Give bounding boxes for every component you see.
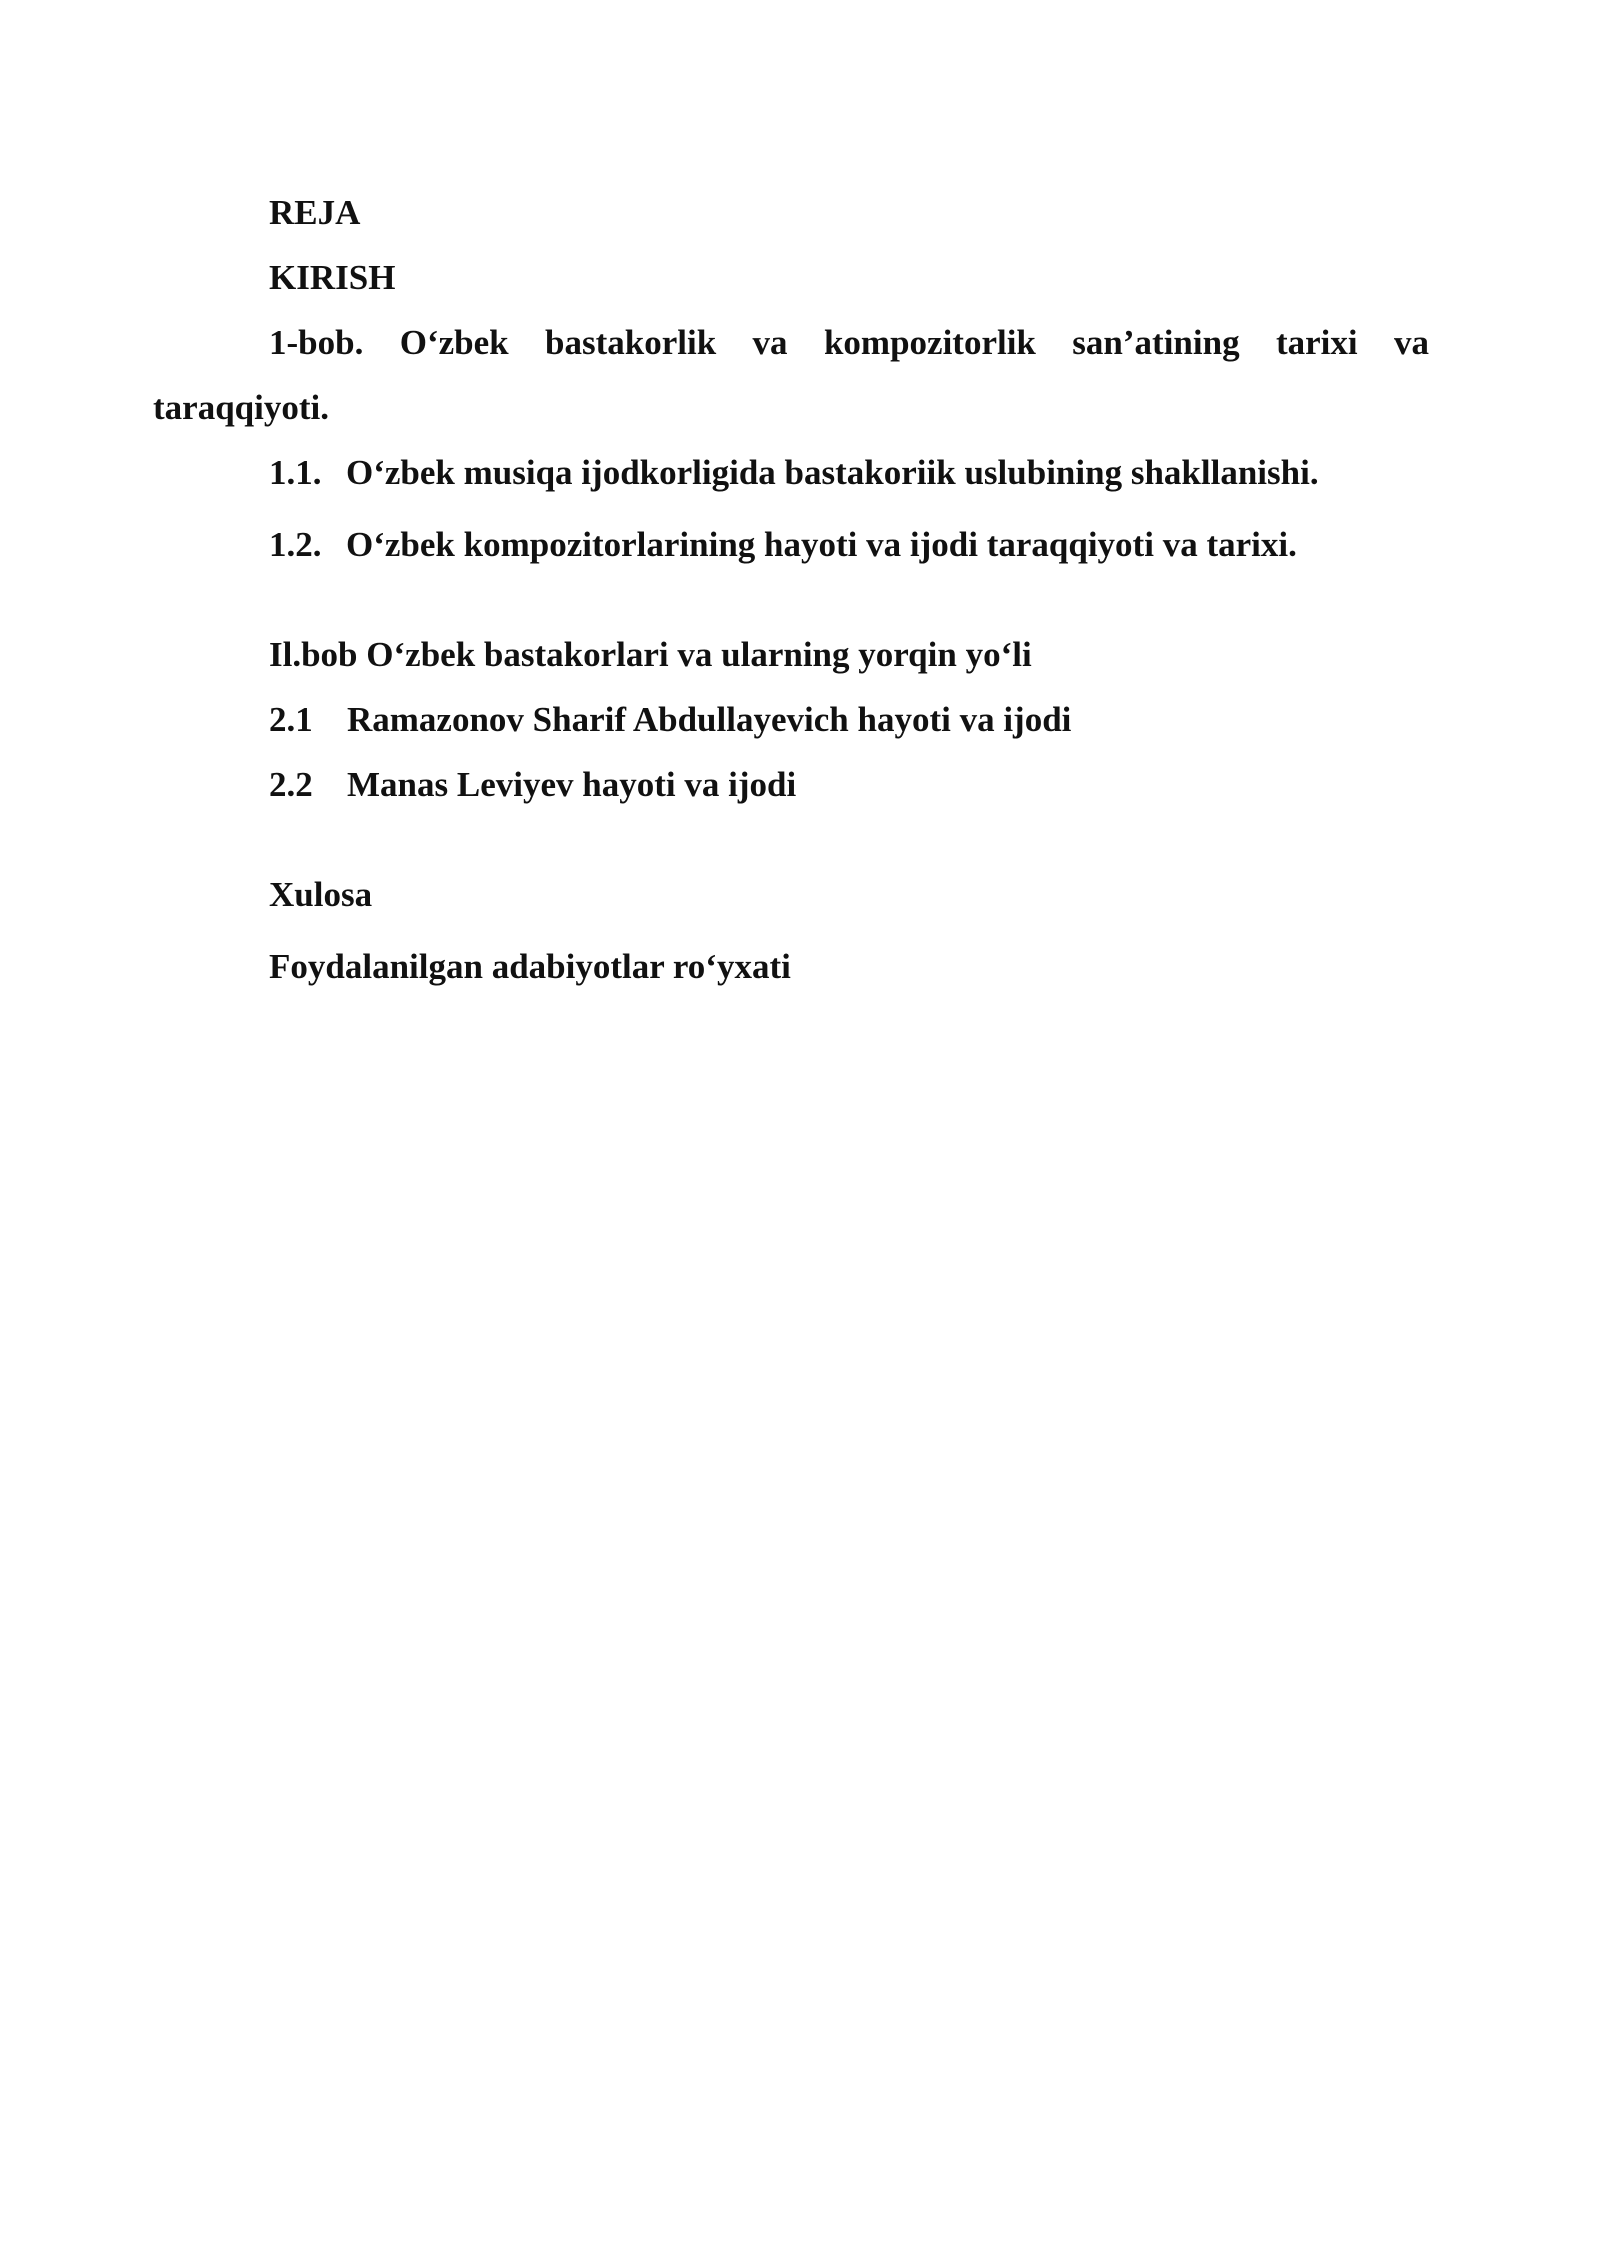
section-title: Ramazonov Sharif Abdullayevich hayoti va ijodi [347,700,1072,739]
section-title: O‘zbek kompozitorlarining hayoti va ijodi taraqqiyoti va tarixi. [346,525,1297,564]
section-2-1 [269,700,1071,740]
section-number: 1.1. [269,453,322,492]
plan-title: REJA [269,193,361,232]
section-2-2 [269,765,796,805]
section-number: 1.2. [269,525,322,564]
section-title: Manas Leviyev hayoti va ijodi [347,765,797,804]
introduction-heading: KIRISH [269,258,396,297]
section-1-1 [269,453,1319,493]
section-number: 2.1 [269,700,313,739]
section-1-2 [269,525,1297,565]
section-number: 2.2 [269,765,313,804]
chapter-2-heading: Il.bob O‘zbek bastakorlari va ularning yorqin yo‘li [269,635,1032,674]
conclusion-heading: Xulosa [269,875,373,914]
chapter-1-heading-continuation: taraqqiyoti. [153,388,329,427]
chapter-1-heading: 1-bob. O‘zbek bastakorlik va kompozitorlik san’atining tarixi va [269,323,1429,362]
section-title: O‘zbek musiqa ijodkorligida bastakoriik uslubining shakllanishi. [346,453,1319,492]
references-heading: Foydalanilgan adabiyotlar ro‘yxati [269,947,791,986]
